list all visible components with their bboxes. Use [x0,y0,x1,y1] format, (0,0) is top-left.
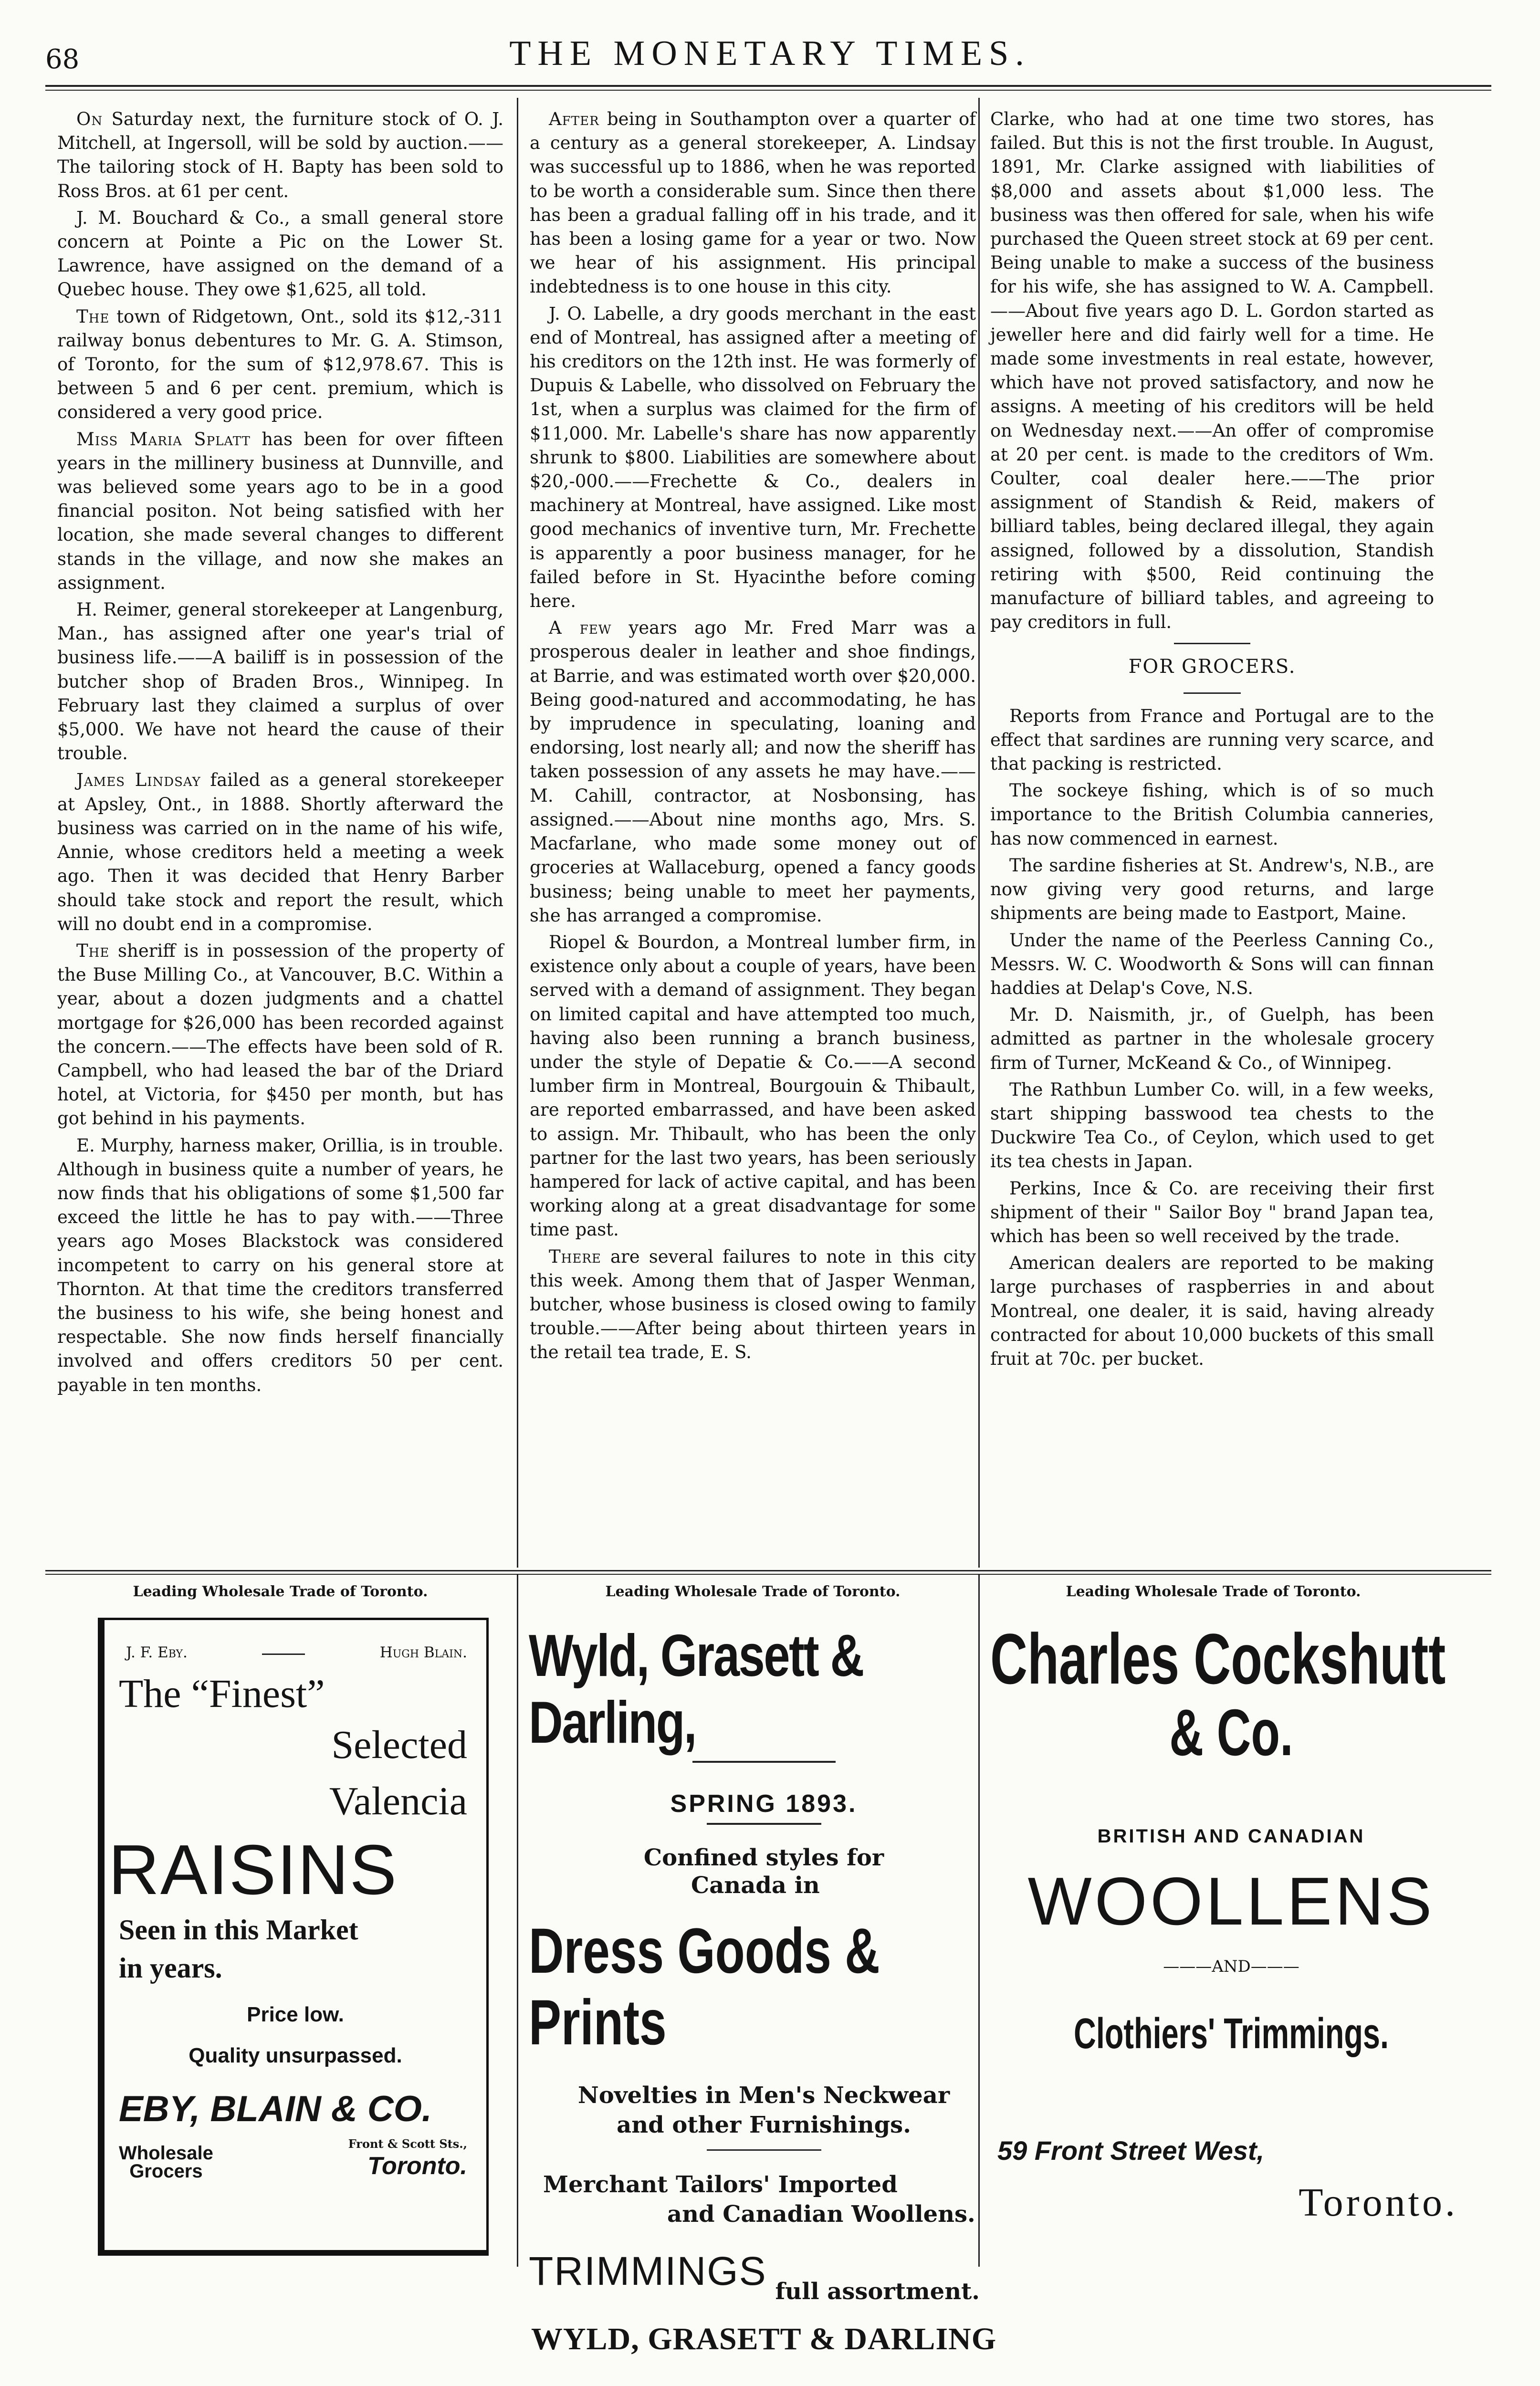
paragraph-text: are several failures to note in this city this week. Among them that of Jasper Wenman, butcher, whose business is closed owing to family trouble.——After being about thirteen years in the retail tea trade, E. S. [530,1246,976,1363]
ad-divider [517,1575,518,2267]
ad-conjunction: ———AND——— [1163,1957,1299,1976]
ad-line: Confined styles for [643,1844,884,1871]
paragraph-text: sheriff is in possession of the property of the Buse Milling Co., at Vancouver, B.C. Within a year, about a dozen judgments and a chattel mortgage for $26,000 has been recorded against the concern.——The effects have been sold of R. Campbell, who had leased the bar of the Driard hotel, at Victoria, for $450 per month, but has got behind in his payments. [57,940,503,1129]
ad-signature: WYLD, GRASETT & DARLING [531,2322,997,2356]
ad-line: Canada in [691,1872,820,1899]
ad-heading: Leading Wholesale Trade of Toronto. [133,1583,428,1600]
ad-footer [119,2136,467,2180]
article-column-2 [530,107,976,1368]
ad-business-type [119,2144,213,2180]
section-heading: FOR GROCERS. [1128,656,1296,678]
article-paragraph [530,931,976,1242]
ad-rule [707,2149,821,2151]
business-type-line: Wholesale [119,2143,213,2164]
lead-in: A few [549,617,612,638]
article-paragraph [530,107,976,299]
article-paragraph [57,939,503,1131]
paragraph-text: being in Southampton over a quarter of a century as a general storekeeper, A. Lindsay was successful up to 1886, when he was reported to be worth a considerable sum. Since then there has been a gradual falling off in his trade, and it has been a losing game for a year or two. Now we hear of his assignment. His principal indebtedness is to one house in this city. [530,109,976,297]
ad-quality: Quality unsurpassed. [189,2044,402,2067]
lead-in: On [76,109,103,129]
ad-tagline: Seen in this Market [119,1914,358,1946]
ad-product: Dress Goods & Prints [529,1915,880,2058]
ad-line: Merchant Tailors' Imported [543,2171,898,2198]
ad-headline: The “Finest” [119,1672,325,1716]
grocers-paragraph: The Rathbun Lumber Co. will, in a few weeks, start shipping basswood tea chests to the Duckwire Tea Co., of Ceylon, which used to get its tea chests in Japan. [990,1079,1434,1172]
ad-price: Price low. [247,2003,344,2026]
ad-city: Toronto. [1299,2180,1458,2225]
page-number: 68 [45,44,80,75]
lead-in: The [76,940,110,961]
lead-in: James Lindsay [76,770,201,791]
ad-firm-name: Wyld, Grasett & Darling, [529,1623,863,1756]
ad-city: Toronto. [367,2152,467,2180]
paragraph-text: has been for over fifteen years in the millinery business at Dunnville, and was believed some years ago to be in a good financial positon. Not being satisfied with her location, she made several changes to different stands in the village, and now she makes an assignment. [57,429,503,593]
paragraph-text: Saturday next, the furniture stock of O. J. Mitchell, at Ingersoll, will be sold by auction.——The tailoring stock of H. Bapty has been sold to Ross Bros. at 61 per cent. [57,109,503,201]
paragraph-text: town of Ridgetown, Ont., sold its $12,-311 railway bonus debentures to Mr. G. A. Stimson, of Toronto, for the sum of $12,978.67. This is between 5 and 6 per cent. premium, which is considered a very good price. [57,306,503,423]
business-type-line: Grocers [129,2161,203,2182]
section-rule [1174,643,1250,644]
grocers-paragraph: Perkins, Ince & Co. are receiving their first shipment of their " Sailor Boy " brand Japan tea, which has been so well received by the trade. [990,1178,1434,1246]
ad-heading: Leading Wholesale Trade of Toronto. [605,1583,901,1600]
ad-product: Clothiers' Trimmings. [1074,2010,1389,2058]
lead-in: There [549,1246,601,1267]
partner-left: J. F. Eby. [126,1644,188,1661]
ad-product: WOOLLENS [1027,1863,1435,1939]
ad-trimmings: TRIMMINGS [529,2249,767,2293]
ad-street: Front & Scott Sts., [348,2137,467,2151]
name-divider [262,1653,305,1661]
ads-rule [45,1570,1491,1571]
ad-tagline: in years. [119,1952,222,1984]
grocers-paragraph: Reports from France and Portugal are to the effect that sardines are running very scarce, and that packing is restricted. [990,705,1434,774]
masthead-title: THE MONETARY TIMES. [509,34,1031,73]
grocers-paragraph: The sockeye fishing, which is of so much importance to the British Columbia canneries, has now commenced in earnest. [990,780,1434,849]
paragraph-text: E. Murphy, harness maker, Orillia, is in trouble. Although in business quite a number of years, he now finds that his obligations of some $1,500 far exceed the little he has to pay with.——Three years ago Moses Blackstock was considered incompetent to carry on his general store at Thornton. At that time the creditors transferred the business to his wife, she being honest and respectable. She now finds herself financially involved and offers creditors 50 per cent. payable in ten months. [57,1135,503,1395]
grocers-paragraph: The sardine fisheries at St. Andrew's, N.B., are now giving very good returns, and large shipments are being made to Eastport, Maine. [990,855,1434,924]
ad-rule [707,1823,821,1825]
ad-assortment: full assortment. [775,2278,980,2305]
ads-rule-thin [45,1574,1491,1575]
ad-text [529,1844,999,1899]
ad-line: Novelties in Men's Neckwear [577,2082,950,2109]
ad-and: AND [1212,1957,1251,1976]
grocers-paragraph: Under the name of the Peerless Canning Co., Messrs. W. C. Woodworth & Sons will can finnan haddies at Delap's Cove, N.S. [990,930,1434,998]
paragraph-text: Riopel & Bourdon, a Montreal lumber firm, in existence only about a couple of years, have been served with a demand of assignment. They began on limited capital and have attempted too much, having also been running a branch business, under the style of Depatie & Co.——A second lumber firm in Montreal, Bourgouin & Thibault, are reported embarrassed, and have been asked to assign. Mr. Thibault, who has been the only partner for the last two years, has been seriously hampered for lack of active capital, and has been working along at a great disadvantage for some time past. [530,931,976,1240]
ad-headline: Selected [331,1723,467,1767]
partner-right: Hugh Blain. [379,1644,467,1661]
article-paragraph [57,598,503,765]
paragraph-text: J. M. Bouchard & Co., a small general store concern at Pointe a Pic on the Lower St. Lawrence, have assigned on the demand of a Quebec house. They owe $1,625, all told. [57,207,503,300]
ad-location [348,2136,467,2180]
lead-in: The [76,306,110,327]
article-paragraph [57,1134,503,1397]
paragraph-text: years ago Mr. Fred Marr was a prosperous dealer in leather and shoe findings, at Barrie, and was estimated worth over $20,000. Being good-natured and accommodating, he has by imprudence in speculating, loaning and endorsing, lost nearly all; and now the sheriff has taken possession of any assets he may have.——M. Cahill, contractor, at Nosbonsing, has assigned.——About nine months ago, Mrs. S. Macfarlane, who made some money out of groceries at Wallaceburg, opened a fancy goods business; being unable to meet her payments, she has arranged a compromise. [530,617,976,926]
article-paragraph [57,107,503,203]
ad-heading: Leading Wholesale Trade of Toronto. [1066,1583,1361,1600]
ad-firm-name: Charles Cockshutt [990,1619,1446,1699]
grocers-section [990,704,1434,1371]
ad-line: and Canadian Woollens. [667,2201,975,2228]
article-paragraph [57,768,503,936]
grocers-paragraph: Mr. D. Naismith, jr., of Guelph, has been admitted as partner in the wholesale grocery firm of Turner, McKeand & Co., of Winnipeg. [990,1005,1434,1073]
ad-product: RAISINS [108,1831,398,1909]
ad-line: and other Furnishings. [617,2112,911,2138]
ad-text [529,2170,999,2229]
article-paragraph [57,206,503,302]
ad-firm-suffix: & Co. [1169,1696,1293,1769]
ad-subheading: BRITISH AND CANADIAN [1097,1826,1365,1847]
paragraph-text: J. O. Labelle, a dry goods merchant in the east end of Montreal, has assigned after a meeting of his creditors on the 12th inst. He was formerly of Dupuis & Labelle, who dissolved on February the 1st, when a surplus was claimed for the firm of $11,000. Mr. Labelle's share has now apparently shrunk to $800. Liabilities are somewhere about $20,-000.——Frechette & Co., dealers in machinery at Montreal, have assigned. Like most good mechanics of inventive turn, Mr. Frechette is apparently a poor business manager, for he failed before in St. Hyacinthe before coming here. [530,303,976,612]
article-paragraph [530,616,976,928]
article-paragraph [57,428,503,595]
lead-in: Miss Maria Splatt [76,429,251,450]
ad-text [529,2081,999,2140]
ad-address: 59 Front Street West, [997,2135,1265,2166]
article-paragraph [530,302,976,614]
paragraph-text: failed as a general storekeeper at Apsley, Ont., in 1888. Shortly afterward the business was carried on in the name of his wife, Annie, whose creditors held a meeting a week ago. Then it was decided that Henry Barber should take stock and report the result, which will no doubt end in a compromise. [57,770,503,934]
grocers-paragraph: American dealers are reported to be making large purchases of raspberries in and about Montreal, one dealer, it is said, having already contracted for about 10,000 buckets of this small fruit at 70c. per bucket. [990,1253,1434,1369]
section-rule [1184,692,1241,694]
eby-blain-advertisement [98,1618,489,2256]
column-divider [517,98,518,1568]
paragraph: Clarke, who had at one time two stores, has failed. But this is not the first trouble. In August, 1891, Mr. Clarke assigned with liabilities of $8,000 and assets about $1,000 less. The business was then offered for sale, when his wife purchased the Queen street stock at 69 per cent. Being unable to make a success of the business for his wife, she has assigned to W. A. Campbell.——About five years ago D. L. Gordon started as jeweller here and did fairly well for a time. He made some investments in real estate, however, which have not proved satisfactory, and now he assigns. A meeting of his creditors will be held on Wednesday next.——An offer of compromise at 20 per cent. is made to the creditors of Wm. Coulter, coal dealer here.——The prior assignment of Standish & Reid, makers of billiard tables, being declared illegal, they again assigned, followed by a dissolution, Standish retiring with $500, Reid continuing the manufacture of billiard tables, and agreeing to pay creditors in full. [990,109,1434,633]
wyld-grasett-advertisement [529,1618,999,2356]
ad-rule [692,1761,836,1763]
ad-season: SPRING 1893. [670,1790,858,1818]
lead-in: After [549,109,599,129]
partner-names [105,1620,486,1661]
column-divider [978,98,980,1568]
article-paragraph [530,1245,976,1365]
article-column-3 [990,107,1434,1374]
header-rule-thin [45,90,1491,91]
ad-headline: Valencia [329,1779,467,1823]
ad-firm-name: EBY, BLAIN & CO. [119,2089,432,2129]
article-column-1 [57,107,503,1400]
header-rule [45,85,1491,87]
cockshutt-advertisement [990,1618,1472,2248]
paragraph-text: H. Reimer, general storekeeper at Langenburg, Man., has assigned after one year's trial of business life.——A bailiff is in possession of the butcher shop of Braden Bros., Winnipeg. In February last they claimed a surplus of over $5,000. We have not heard the cause of their trouble. [57,599,503,764]
article-paragraph [57,305,503,425]
